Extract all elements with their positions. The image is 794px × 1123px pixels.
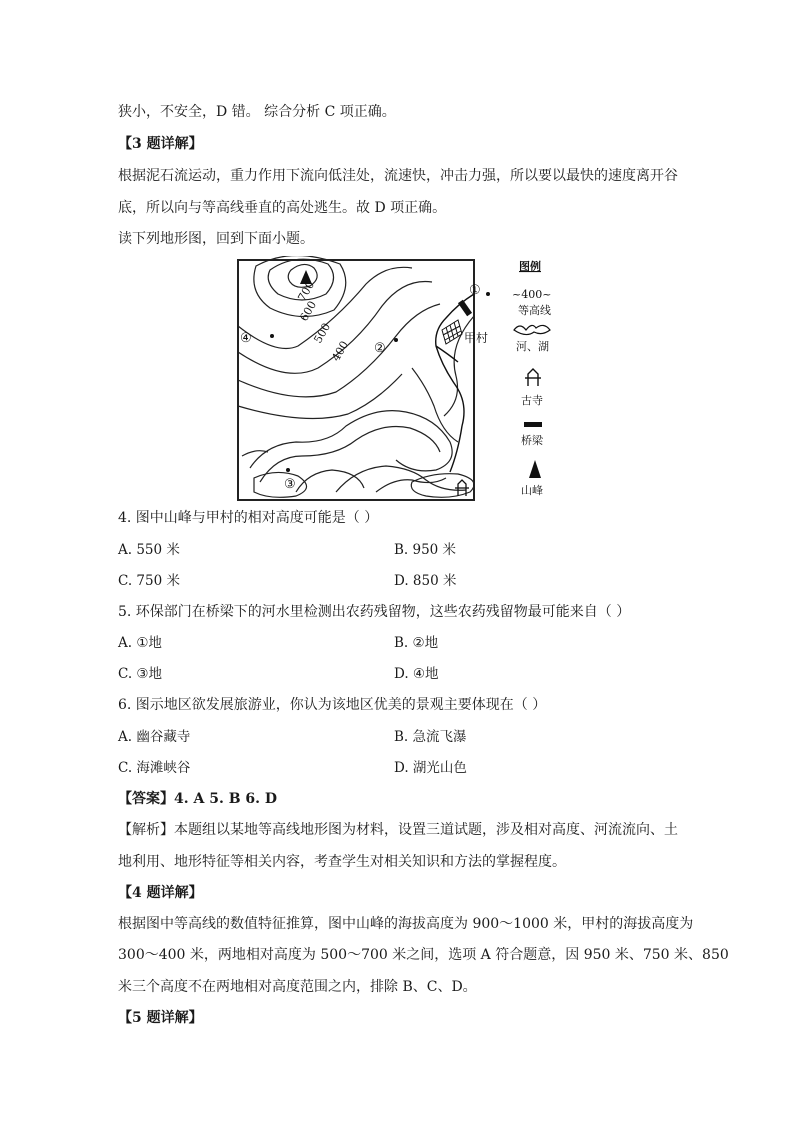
q6-option-d: D. 湖光山色 [394, 760, 467, 776]
q5-option-c: C. ③地 [118, 666, 163, 682]
question-4: 4. 图中山峰与甲村的相对高度可能是（ ） [118, 510, 379, 526]
q6-option-c: C. 海滩峡谷 [118, 760, 191, 776]
contour-label-600: 600 [297, 298, 320, 324]
section-heading: 【5 题详解】 [118, 1010, 203, 1026]
legend-contour-sample: ~400~ [512, 288, 552, 301]
q5-option-a: A. ①地 [118, 635, 162, 651]
village-label: 甲村 [464, 331, 489, 345]
contour-label-700: 700 [295, 278, 318, 304]
section-heading: 【4 题详解】 [118, 885, 203, 901]
legend-title: 图例 [519, 260, 541, 273]
q4-option-b: B. 950 米 [394, 542, 457, 558]
q6-option-a: A. 幽谷藏寺 [118, 729, 191, 745]
text-line: 根据图中等高线的数值特征推算，图中山峰的海拔高度为 900～1000 米，甲村的海拔高度为 [118, 916, 694, 932]
contour-label-400: 400 [329, 338, 352, 364]
answer-line: 【答案】4. A 5. B 6. D [118, 791, 278, 807]
point-3-label: ③ [284, 477, 296, 492]
text-line: 读下列地形图，回到下面小题。 [118, 231, 314, 247]
text-line: 米三个高度不在两地相对高度范围之内，排除 B、C、D。 [118, 979, 477, 995]
section-heading: 【3 题详解】 [118, 136, 203, 152]
contour-label-500: 500 [311, 320, 334, 346]
point-4-label: ④ [240, 331, 252, 346]
q5-option-b: B. ②地 [394, 635, 439, 651]
contour-map [236, 256, 566, 502]
analysis-line: 地利用、地形特征等相关内容，考查学生对相关知识和方法的掌握程度。 [118, 854, 566, 870]
point-1-label: ① [469, 283, 481, 298]
question-5: 5. 环保部门在桥梁下的河水里检测出农药残留物，这些农药残留物最可能来自（ ） [118, 604, 631, 620]
q5-option-d: D. ④地 [394, 666, 439, 682]
q4-option-a: A. 550 米 [118, 542, 180, 558]
text-line: 300～400 米，两地相对高度为 500～700 米之间，选项 A 符合题意，因 950 米、750 米、850 [118, 947, 729, 963]
map-legend [512, 259, 551, 497]
text-line: 根据泥石流运动，重力作用下流向低洼处，流速快，冲击力强，所以要以最快的速度离开谷 [118, 168, 678, 184]
question-6: 6. 图示地区欲发展旅游业，你认为该地区优美的景观主要体现在（ ） [118, 697, 547, 713]
legend-temple-label: 古寺 [521, 394, 543, 407]
q4-option-c: C. 750 米 [118, 573, 180, 589]
legend-contour-label: 等高线 [518, 304, 551, 317]
legend-river-label: 河、湖 [516, 340, 549, 353]
point-2-label: ② [374, 341, 386, 356]
analysis-line: 【解析】本题组以某地等高线地形图为材料，设置三道试题，涉及相对高度、河流流向、土 [118, 822, 678, 838]
text-line: 狭小，不安全，D 错。 综合分析 C 项正确。 [118, 104, 396, 120]
text-line: 底，所以向与等高线垂直的高处逃生。故 D 项正确。 [118, 200, 447, 216]
legend-peak-label: 山峰 [521, 484, 543, 497]
q4-option-d: D. 850 米 [394, 573, 457, 589]
q6-option-b: B. 急流飞瀑 [394, 729, 467, 745]
legend-bridge-label: 桥梁 [521, 434, 543, 447]
